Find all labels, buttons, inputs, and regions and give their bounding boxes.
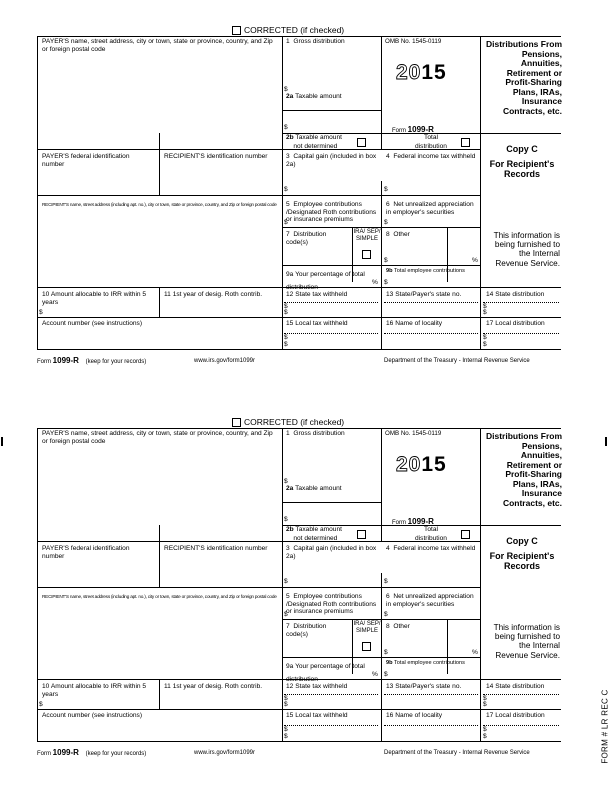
box5-number: 5	[286, 201, 290, 208]
box14-dollar-2: $	[483, 309, 487, 316]
box2b-label-2: not determined	[293, 534, 338, 542]
form-title: Distributions From Pensions, Annuities, Retirement or Profit-Sharing Plans, IRAs, Insurance Contracts, etc.	[485, 39, 562, 116]
box9a-percent: %	[372, 279, 378, 286]
omb-number: OMB No. 1545-0119	[385, 38, 442, 45]
box17-number: 17	[486, 320, 494, 327]
box9a-percent: %	[372, 671, 378, 678]
box6-label: Net unrealized appreciation in employer's securities	[386, 593, 474, 608]
box3-label: Capital gain (included in box 2a)	[286, 545, 377, 560]
box9b-dollar: $	[384, 671, 388, 678]
payer-fid-label: PAYER'S federal identification number	[42, 153, 130, 168]
box6-dollar: $	[384, 219, 388, 226]
side-form-label: FORM # LR REC C	[600, 689, 610, 764]
box17-dollar-1: $	[483, 726, 487, 733]
box1-label: Gross distribution	[293, 430, 345, 437]
box14-number: 14	[486, 683, 494, 690]
box7-number: 7	[286, 231, 290, 238]
box17-label: Local distribution	[495, 712, 545, 719]
box2a-dollar: $	[284, 516, 288, 523]
form-1099r-top	[0, 20, 612, 400]
box11-number: 11	[164, 291, 171, 298]
box2b-label-1: Taxable amount	[295, 134, 342, 141]
box16-number: 16	[386, 712, 394, 719]
ira-sep-simple-label: IRA/ SEP/ SIMPLE	[353, 621, 381, 634]
box5-dollar: $	[284, 219, 288, 226]
box10-dollar: $	[39, 701, 43, 708]
box10-number: 10	[42, 291, 50, 298]
box7-number: 7	[286, 623, 290, 630]
box7-label: Distribution code(s)	[286, 231, 327, 246]
box4-number: 4	[386, 153, 390, 160]
corrected-checkbox[interactable]	[232, 26, 241, 35]
tax-year: 2015	[396, 61, 447, 84]
form-name: 1099-R	[407, 125, 434, 134]
box12-label: State tax withheld	[295, 683, 348, 690]
box9b-label: Total employee contributions	[393, 268, 465, 274]
form-label: Form	[392, 520, 406, 526]
payer-name-label: PAYER'S name, street address, city or town, state or province, country, and Zip or foreign postal code	[42, 430, 273, 445]
box2b-label-2: not determined	[293, 142, 338, 150]
box4-number: 4	[386, 545, 390, 552]
box5-label: Employee contributions /Designated Roth contributions or insurance premiums	[286, 201, 377, 224]
box13-label: State/Payer's state no.	[395, 291, 462, 298]
box4-label: Federal income tax withheld	[393, 545, 476, 552]
total-distribution-label-1: Total	[424, 134, 438, 141]
box13-label: State/Payer's state no.	[395, 683, 462, 690]
irs-url: www.irs.gov/form1099r	[194, 358, 256, 364]
box6-number: 6	[386, 593, 390, 600]
total-distribution-checkbox[interactable]	[461, 138, 470, 147]
box15-label: Local tax withheld	[295, 712, 348, 719]
box17-dollar-2: $	[483, 341, 487, 348]
recipient-id-label: RECIPIENT'S identification number	[164, 545, 268, 552]
box8-dollar: $	[384, 649, 388, 656]
copy-c-label: Copy C For Recipient's Records	[489, 536, 555, 571]
corrected-label: CORRECTED (if checked)	[244, 25, 345, 35]
box8-label: Other	[393, 623, 410, 630]
box17-dollar-2: $	[483, 733, 487, 740]
left-cut-mark	[1, 437, 3, 446]
box5-label: Employee contributions /Designated Roth contributions or insurance premiums	[286, 593, 377, 616]
box9a-label: Your percentage of total distribution	[286, 663, 365, 683]
box8-number: 8	[386, 231, 390, 238]
payer-name-label: PAYER'S name, street address, city or town, state or province, country, and Zip or foreign postal code	[42, 38, 273, 53]
box13-number: 13	[386, 683, 394, 690]
recipient-id-label: RECIPIENT'S identification number	[164, 153, 268, 160]
box4-dollar: $	[384, 186, 388, 193]
box9b-number: 9b	[386, 660, 393, 666]
box5-dollar: $	[284, 611, 288, 618]
box9b-label: Total employee contributions	[393, 660, 465, 666]
box12-dollar-1: $	[284, 695, 288, 702]
box2a-label: Taxable amount	[295, 93, 342, 100]
box9b-number: 9b	[386, 268, 393, 274]
department-label: Department of the Treasury - Internal Revenue Service	[384, 750, 530, 756]
box17-label: Local distribution	[495, 320, 545, 327]
box14-label: State distribution	[495, 683, 545, 690]
box2a-label: Taxable amount	[295, 485, 342, 492]
box4-dollar: $	[384, 578, 388, 585]
box15-dollar-2: $	[284, 341, 288, 348]
box11-number: 11	[164, 683, 171, 690]
box2b-label-1: Taxable amount	[295, 526, 342, 533]
box11-label: 1st year of desig. Roth contrib.	[172, 291, 263, 298]
box14-dollar-1: $	[483, 695, 487, 702]
recipient-name-label: RECIPIENT'S name, street address (including apt. no.), city or town, state or province, country, and Zip or foreign postal code	[42, 594, 277, 599]
box6-dollar: $	[384, 611, 388, 618]
box2b-number: 2b	[286, 134, 294, 141]
box3-number: 3	[286, 545, 290, 552]
tax-year: 2015	[396, 453, 447, 476]
total-distribution-checkbox[interactable]	[461, 530, 470, 539]
box3-number: 3	[286, 153, 290, 160]
box1-number: 1	[286, 38, 290, 45]
irs-url: www.irs.gov/form1099r	[194, 750, 256, 756]
box17-dollar-1: $	[483, 334, 487, 341]
box3-dollar: $	[284, 186, 288, 193]
box16-number: 16	[386, 320, 394, 327]
total-distribution-label-2: distribution	[415, 534, 447, 542]
box8-percent: %	[472, 257, 478, 264]
irs-info-text: This information is being furnished to the Internal Revenue Service.	[493, 623, 560, 660]
box8-dollar: $	[384, 257, 388, 264]
box2b-number: 2b	[286, 526, 294, 533]
box12-number: 12	[286, 683, 294, 690]
box1-dollar: $	[284, 86, 288, 93]
taxable-not-determined-checkbox[interactable]	[357, 138, 366, 147]
box12-dollar-1: $	[284, 303, 288, 310]
box3-label: Capital gain (included in box 2a)	[286, 153, 377, 168]
box15-dollar-1: $	[284, 726, 288, 733]
box10-dollar: $	[39, 309, 43, 316]
form-title: Distributions From Pensions, Annuities, Retirement or Profit-Sharing Plans, IRAs, Insurance Contracts, etc.	[485, 431, 562, 508]
box16-label: Name of locality	[395, 712, 443, 719]
form-footer: Form 1099-R (keep for your records)	[37, 748, 147, 757]
copy-c-label: Copy C For Recipient's Records	[489, 144, 555, 179]
total-distribution-label-2: distribution	[415, 142, 447, 150]
box11-label: 1st year of desig. Roth contrib.	[172, 683, 263, 690]
box15-number: 15	[286, 712, 294, 719]
right-cut-mark	[605, 437, 607, 446]
box14-dollar-1: $	[483, 303, 487, 310]
box9a-number: 9a	[286, 271, 294, 278]
box10-number: 10	[42, 683, 50, 690]
box15-label: Local tax withheld	[295, 320, 348, 327]
box6-number: 6	[386, 201, 390, 208]
box9b-dollar: $	[384, 279, 388, 286]
box12-dollar-2: $	[284, 701, 288, 708]
form-1099r-bottom	[0, 412, 612, 792]
irs-info-text: This information is being furnished to the Internal Revenue Service.	[493, 231, 560, 268]
payer-fid-label: PAYER'S federal identification number	[42, 545, 130, 560]
box1-number: 1	[286, 430, 290, 437]
box16-label: Name of locality	[395, 320, 443, 327]
recipient-name-label: RECIPIENT'S name, street address (including apt. no.), city or town, state or province, country, and Zip or foreign postal code	[42, 202, 277, 207]
box14-dollar-2: $	[483, 701, 487, 708]
taxable-not-determined-checkbox[interactable]	[357, 530, 366, 539]
form-footer: Form 1099-R (keep for your records)	[37, 356, 147, 365]
box12-dollar-2: $	[284, 309, 288, 316]
total-distribution-label-1: Total	[424, 526, 438, 533]
box1-dollar: $	[284, 478, 288, 485]
box5-number: 5	[286, 593, 290, 600]
box8-number: 8	[386, 623, 390, 630]
ira-sep-simple-checkbox[interactable]	[362, 250, 371, 259]
box6-label: Net unrealized appreciation in employer's securities	[386, 201, 474, 216]
box3-dollar: $	[284, 578, 288, 585]
box9a-number: 9a	[286, 663, 294, 670]
box14-label: State distribution	[495, 291, 545, 298]
corrected-checkbox[interactable]	[232, 418, 241, 427]
ira-sep-simple-checkbox[interactable]	[362, 642, 371, 651]
box9a-label: Your percentage of total distribution	[286, 271, 365, 291]
omb-number: OMB No. 1545-0119	[385, 430, 442, 437]
box7-label: Distribution code(s)	[286, 623, 327, 638]
box12-label: State tax withheld	[295, 291, 348, 298]
box15-number: 15	[286, 320, 294, 327]
box1-label: Gross distribution	[293, 38, 345, 45]
box12-number: 12	[286, 291, 294, 298]
box15-dollar-1: $	[284, 334, 288, 341]
box2a-dollar: $	[284, 124, 288, 131]
box2a-number: 2a	[286, 485, 294, 492]
box14-number: 14	[486, 291, 494, 298]
box15-dollar-2: $	[284, 733, 288, 740]
box8-label: Other	[393, 231, 410, 238]
corrected-label: CORRECTED (if checked)	[244, 417, 345, 427]
box10-label: Amount allocable to IRR within 5 years	[42, 291, 147, 306]
account-number-label: Account number (see instructions)	[42, 712, 143, 719]
department-label: Department of the Treasury - Internal Revenue Service	[384, 358, 530, 364]
form-name: 1099-R	[407, 517, 434, 526]
box2a-number: 2a	[286, 93, 294, 100]
box10-label: Amount allocable to IRR within 5 years	[42, 683, 147, 698]
box4-label: Federal income tax withheld	[393, 153, 476, 160]
form-label: Form	[392, 128, 406, 134]
box8-percent: %	[472, 649, 478, 656]
ira-sep-simple-label: IRA/ SEP/ SIMPLE	[353, 229, 381, 242]
account-number-label: Account number (see instructions)	[42, 320, 143, 327]
box13-number: 13	[386, 291, 394, 298]
box17-number: 17	[486, 712, 494, 719]
